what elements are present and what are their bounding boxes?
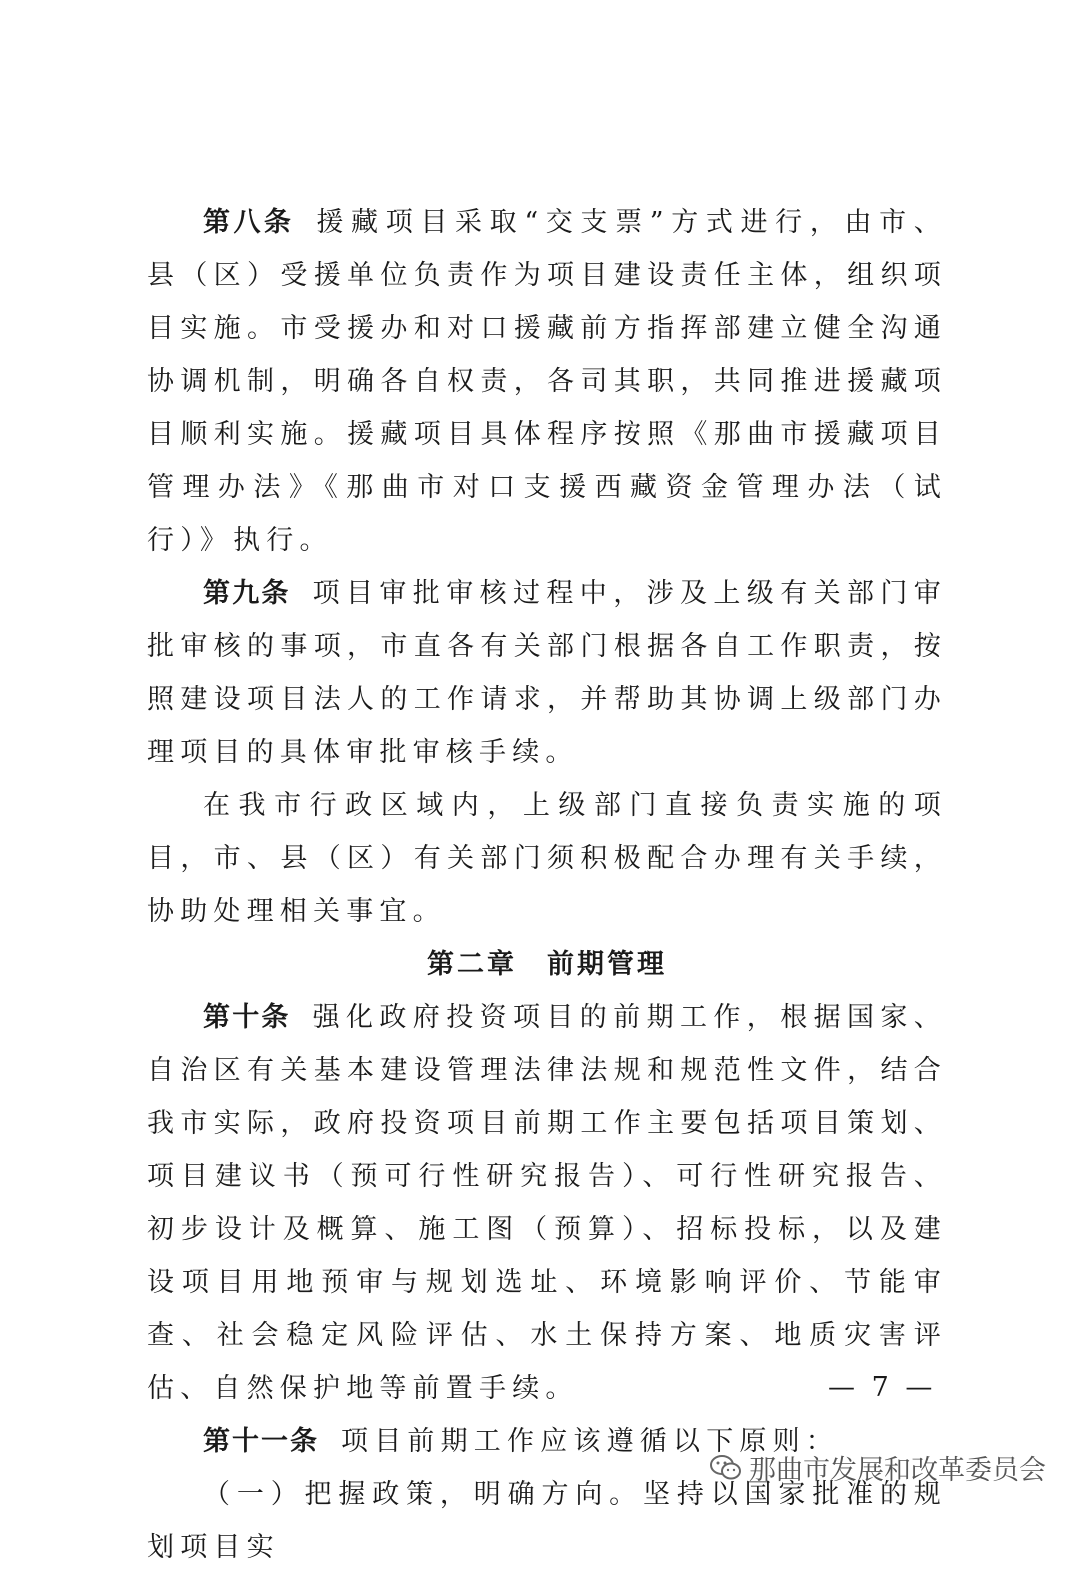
article-10 (147, 991, 947, 1415)
document-body (147, 196, 947, 1574)
account-watermark (709, 1448, 1046, 1487)
article-10-text: 强化政府投资项目的前期工作，根据国家、自治区有关基本建设管理法律法规和规范性文件，结合我市实际，政府投资项目前期工作主要包括项目策划、项目建议书（预可行性研究报告）、可行性研究报告、初步设计及概算、施工图（预算）、招标投标，以及建设项目用地预审与规划选址、环境影响评价、节能审查、社会稳定风险评估、水土保持方案、地质灾害评估、自然保护地等前置手续。 (147, 1002, 947, 1404)
watermark-text: 那曲市发展和改革委员会 (749, 1455, 1046, 1486)
chapter-heading (147, 938, 947, 991)
article-11-text: 项目前期工作应该遵循以下原则： (341, 1426, 839, 1457)
article-9-paragraph-2: 在我市行政区域内，上级部门直接负责实施的项目，市、县（区）有关部门须积极配合办理有关手续，协助处理相关事宜。 (147, 790, 947, 927)
article-9 (147, 567, 947, 779)
article-10-label: 第十条 (203, 1002, 291, 1033)
page-number: — 7 — (828, 1372, 937, 1403)
article-9-label: 第九条 (203, 578, 291, 609)
article-8 (147, 196, 947, 567)
article-11-label: 第十一条 (203, 1426, 319, 1457)
article-11-item-1: （一）把握政策，明确方向。坚持以国家批准的规划项目实 (147, 1479, 947, 1563)
article-9-text: 项目审批审核过程中，涉及上级有关部门审批审核的事项，市直各有关部门根据各自工作职责，按照建设项目法人的工作请求，并帮助其协调上级部门办理项目的具体审批审核手续。 (147, 578, 947, 768)
article-8-text: 援藏项目采取“交支票”方式进行，由市、县（区）受援单位负责作为项目建设责任主体，组织项目实施。市受援办和对口援藏前方指挥部建立健全沟通协调机制，明确各自权责，各司其职，共同推进援藏项目顺利实施。援藏项目具体程序按照《那曲市援藏项目管理办法》《那曲市对口支援西藏资金管理办法（试行）》执行。 (147, 207, 948, 556)
article-8-label: 第八条 (203, 207, 295, 238)
chapter-title: 前期管理 (547, 949, 667, 980)
chapter-number: 第二章 (427, 949, 517, 980)
wechat-icon (709, 1453, 743, 1483)
